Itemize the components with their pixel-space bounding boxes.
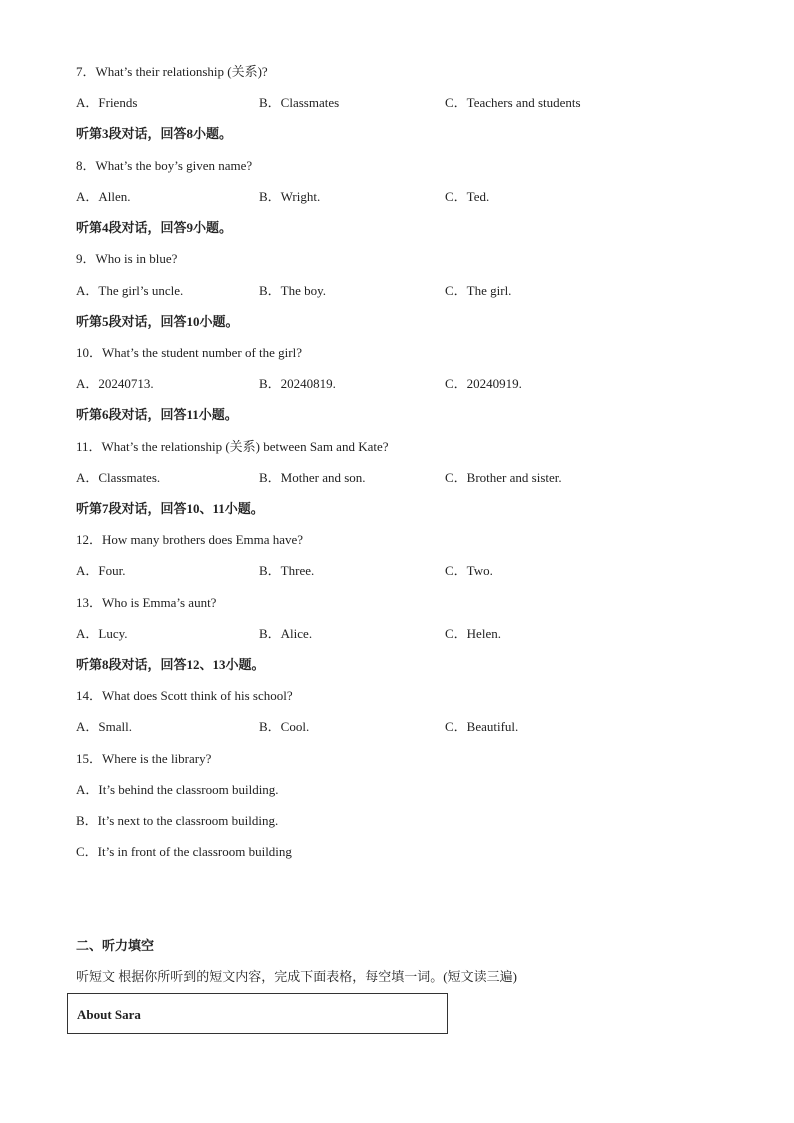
option-c: C．Two. — [445, 563, 493, 578]
question-15: 15．Where is the library? — [76, 751, 212, 766]
options-row-8 — [76, 189, 716, 205]
option-a: A．Lucy. — [76, 626, 128, 641]
question-7: 7．What’s their relationship (关系)? — [76, 64, 268, 79]
options-row-14 — [76, 719, 716, 735]
option-c: C．The girl. — [445, 283, 512, 298]
options-row-13 — [76, 626, 716, 642]
instruction-dialogue-3: 听第3段对话，回答8小题。 — [76, 126, 233, 141]
option-b: B．Mother and son. — [259, 470, 366, 485]
option-b: B．Classmates — [259, 95, 340, 110]
option-b: B．20240819. — [259, 376, 336, 391]
option-c: C．20240919. — [445, 376, 522, 391]
option-c: C．Ted. — [445, 189, 490, 204]
section-instruction: 听短文 根据你所听到的短文内容，完成下面表格，每空填一词。(短文读三遍) — [76, 969, 517, 984]
option-a: A．Friends — [76, 95, 138, 110]
option-c: C．Helen. — [445, 626, 501, 641]
option-b: B．Alice. — [259, 626, 313, 641]
option-a: A．Small. — [76, 719, 132, 734]
fill-in-table — [67, 993, 448, 1034]
options-row-10 — [76, 376, 716, 392]
question-12: 12．How many brothers does Emma have? — [76, 532, 304, 547]
question-14: 14．What does Scott think of his school? — [76, 688, 293, 703]
option-c: C．It’s in front of the classroom building — [76, 844, 292, 859]
option-a: A．Classmates. — [76, 470, 161, 485]
instruction-dialogue-4: 听第4段对话，回答9小题。 — [76, 220, 233, 235]
options-row-7 — [76, 95, 716, 111]
option-a: A．The girl’s uncle. — [76, 283, 184, 298]
option-b: B．The boy. — [259, 283, 327, 298]
option-a: A．Allen. — [76, 189, 131, 204]
option-a: A．It’s behind the classroom building. — [76, 782, 279, 797]
option-c: C．Teachers and students — [445, 95, 581, 110]
options-row-9 — [76, 283, 716, 299]
section-title: 二、听力填空 — [76, 938, 155, 953]
instruction-dialogue-7: 听第7段对话，回答10、11小题。 — [76, 501, 264, 516]
option-b: B．Three. — [259, 563, 315, 578]
question-9: 9．Who is in blue? — [76, 251, 178, 266]
option-c: C．Brother and sister. — [445, 470, 562, 485]
option-b: B．Cool. — [259, 719, 310, 734]
question-13: 13．Who is Emma’s aunt? — [76, 595, 217, 610]
question-8: 8．What’s the boy’s given name? — [76, 158, 253, 173]
question-11: 11．What’s the relationship (关系) between Sam and Kate? — [76, 439, 389, 454]
option-b: B．It’s next to the classroom building. — [76, 813, 279, 828]
instruction-dialogue-6: 听第6段对话，回答11小题。 — [76, 407, 238, 422]
option-b: B．Wright. — [259, 189, 321, 204]
options-row-11 — [76, 470, 716, 486]
question-10: 10．What’s the student number of the girl? — [76, 345, 303, 360]
option-c: C．Beautiful. — [445, 719, 519, 734]
table-header: About Sara — [77, 1007, 141, 1022]
option-a: A．20240713. — [76, 376, 154, 391]
options-row-12 — [76, 563, 716, 579]
instruction-dialogue-8: 听第8段对话，回答12、13小题。 — [76, 657, 265, 672]
instruction-dialogue-5: 听第5段对话，回答10小题。 — [76, 314, 239, 329]
option-a: A．Four. — [76, 563, 126, 578]
